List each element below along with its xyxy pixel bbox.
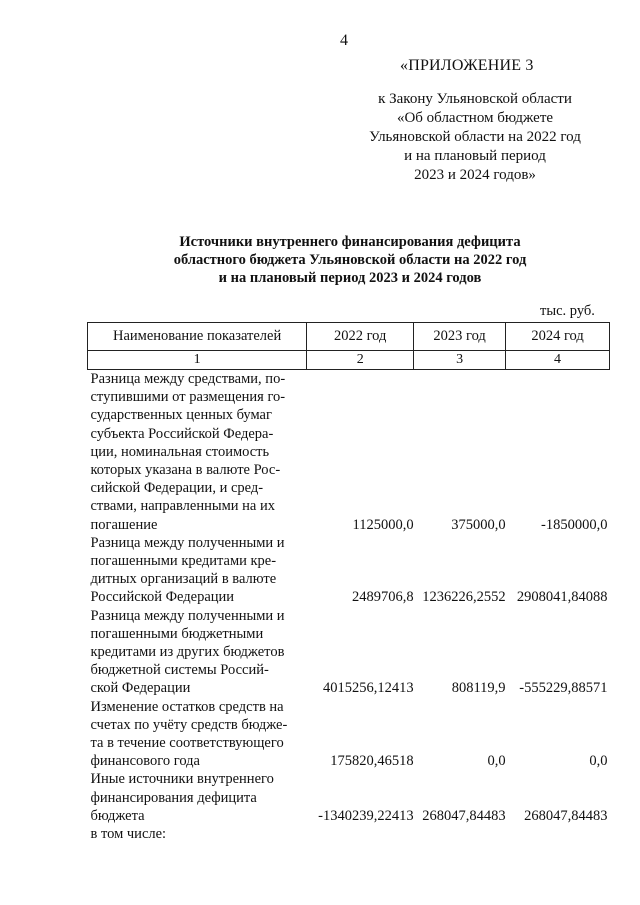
- value-2024: 268047,84483: [524, 807, 608, 824]
- title-line: Источники внутреннего финансирования дефицита: [179, 234, 521, 250]
- row-name: Разница между средствами, по- ступившими от размещения го- сударственных ценных бумаг субъекта Российской Федера- ции, номинальная стоимость которых указана в валюте Рос- сийской Федерации, и сред- ствами, направленными на их погашение: [90, 371, 286, 533]
- row-name: Иные источники внутреннего финансирования дефицита бюджета: [90, 771, 274, 824]
- column-number: 3: [414, 351, 506, 370]
- table-header-row: [88, 323, 610, 351]
- appendix-line: 2023 и 2024 годов»: [414, 167, 536, 183]
- value-2022: 175820,46518: [330, 753, 414, 770]
- header-2023: 2023 год: [414, 323, 506, 351]
- appendix-subtitle: [360, 90, 590, 185]
- document-title: [90, 233, 610, 287]
- table-row: [88, 770, 610, 825]
- value-2023: 268047,84483: [422, 807, 506, 824]
- appendix-line: «Об областном бюджете: [396, 110, 554, 126]
- appendix-line: и на плановый период: [404, 148, 546, 164]
- column-number: 4: [506, 351, 610, 370]
- value-2022: 4015256,12413: [323, 680, 414, 697]
- appendix-title: «ПРИЛОЖЕНИЕ 3: [400, 57, 534, 74]
- header-name: Наименование показателей: [88, 323, 307, 351]
- table-row: [88, 607, 610, 698]
- value-2023: [414, 825, 506, 843]
- value-2024: [506, 825, 610, 843]
- row-name: в том числе:: [90, 826, 167, 843]
- title-line: и на плановый период 2023 и 2024 годов: [218, 270, 482, 286]
- row-name: Разница между полученными и погашенными кредитами кре- дитных организаций в валюте Российской Федерации: [90, 534, 285, 606]
- table-row: [88, 534, 610, 607]
- value-2023: 1236226,2552: [422, 589, 506, 606]
- header-2024: 2024 год: [506, 323, 610, 351]
- row-name: Разница между полученными и погашенными бюджетными кредитами из других бюджетов бюджетной системы Россий- ской Федерации: [90, 607, 285, 697]
- row-name: Изменение остатков средств на счетах по учёту средств бюдже- та в течение соответствующего финансового года: [90, 698, 288, 770]
- header-2022: 2022 год: [307, 323, 414, 351]
- table-row: [88, 698, 610, 771]
- financing-table: [87, 322, 610, 843]
- table-row: [88, 370, 610, 534]
- table-row: [88, 825, 610, 843]
- value-2024: 0,0: [589, 753, 608, 770]
- appendix-line: Ульяновской области на 2022 год: [369, 129, 581, 145]
- value-2024: -555229,88571: [519, 680, 608, 697]
- value-2022: [307, 825, 414, 843]
- page-number: 4: [340, 32, 348, 49]
- column-number-row: [88, 351, 610, 370]
- column-number: 2: [307, 351, 414, 370]
- column-number: 1: [88, 351, 307, 370]
- value-2022: -1340239,22413: [318, 807, 414, 824]
- value-2022: 2489706,8: [352, 589, 414, 606]
- title-line: областного бюджета Ульяновской области на 2022 год: [173, 252, 527, 268]
- value-2024: -1850000,0: [541, 516, 608, 533]
- value-2023: 375000,0: [451, 516, 506, 533]
- unit-label: тыс. руб.: [540, 303, 595, 319]
- value-2022: 1125000,0: [352, 516, 414, 533]
- appendix-line: к Закону Ульяновской области: [378, 91, 572, 107]
- value-2024: 2908041,84088: [516, 589, 608, 606]
- value-2023: 808119,9: [451, 680, 506, 697]
- value-2023: 0,0: [487, 753, 506, 770]
